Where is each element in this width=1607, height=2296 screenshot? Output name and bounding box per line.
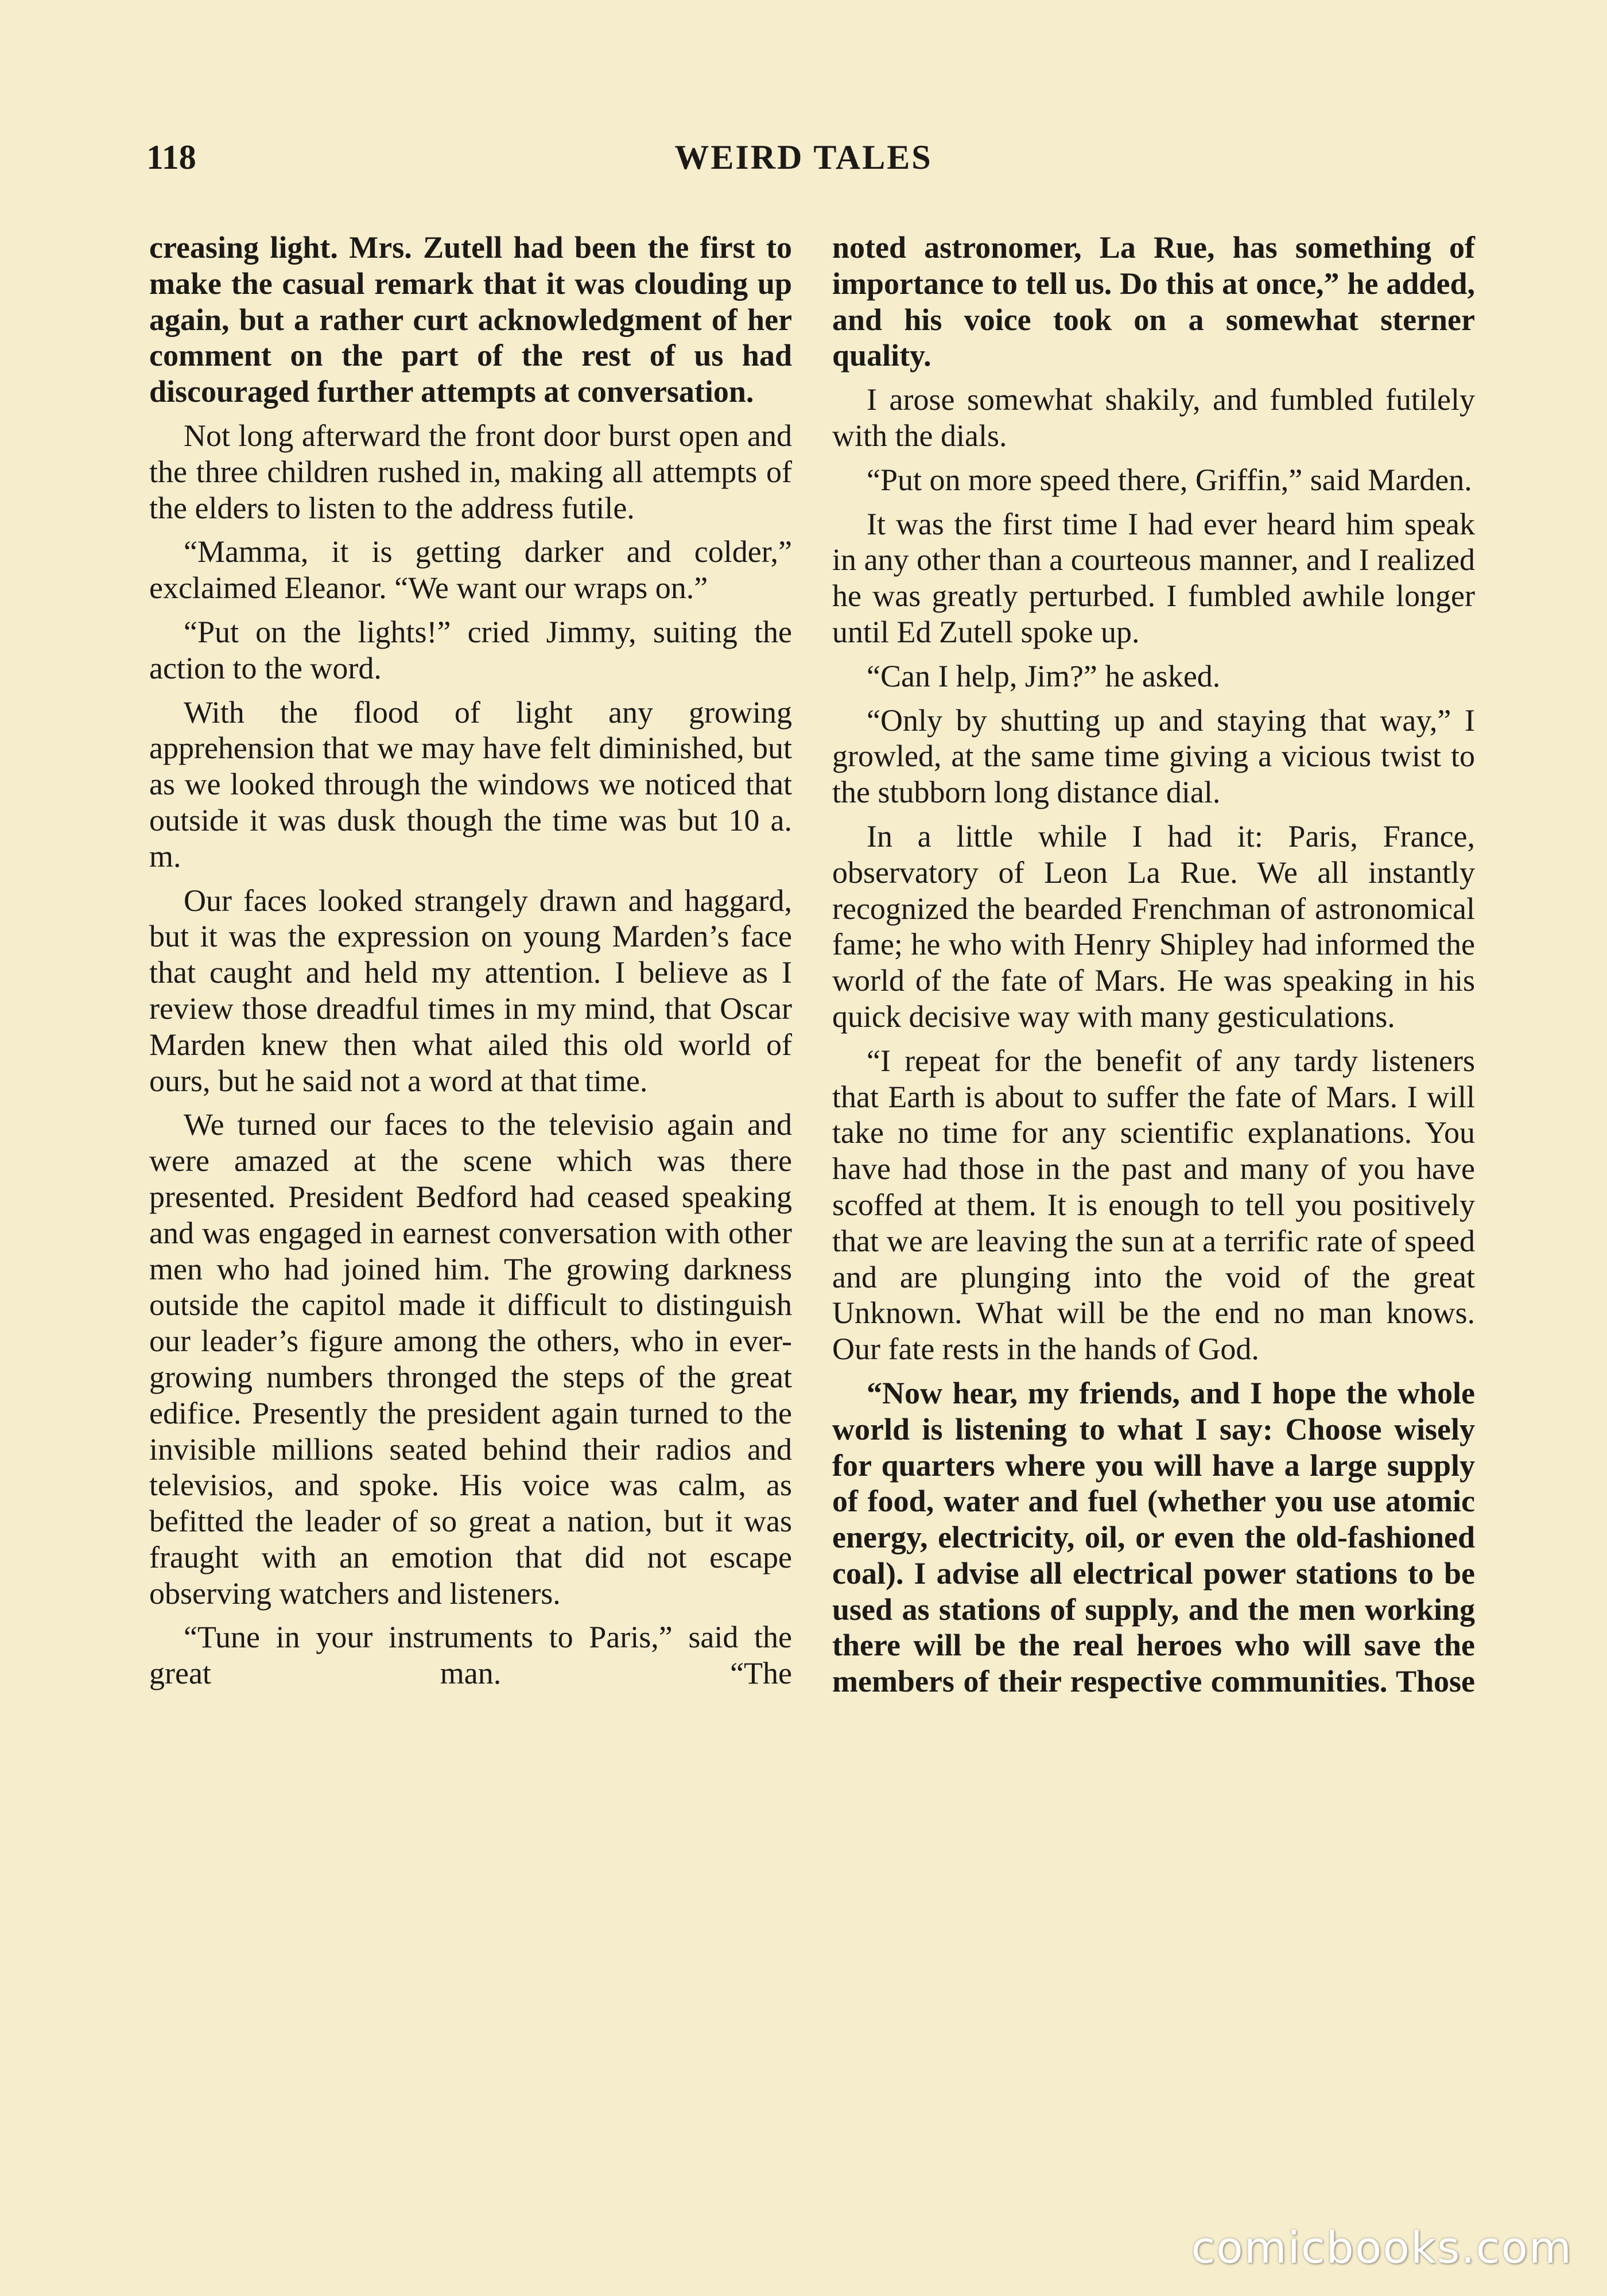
- paragraph: “Put on the lights!” cried Jimmy, suiting the action to the word.: [149, 614, 792, 685]
- page-header: [146, 138, 1461, 189]
- paragraph: “Tune in your instruments to Paris,” said the great man. “The: [149, 1620, 792, 1691]
- paragraph: Our faces looked strangely drawn and haggard, but it was the expression on young Marden’s face that caught and held my attention. I believe as I review those dreadful times in my mind, that Oscar Marden knew then what ailed this old world of ours, but he said not a word at that time.: [149, 883, 792, 1098]
- paragraph: I arose somewhat shakily, and fumbled futilely with the dials.: [832, 382, 1475, 453]
- paragraph: “Now hear, my friends, and I hope the whole world is listening to what I say: Choose wisely for quarters where you will have a large supply of food, water and fuel (whether you use atomic energy, electricity, oil, or even the old-fashioned coal). I advise all electrical power stations to be used as stations of supply, and the men working there will be the real heroes who will save the members of their respective communities. Those: [832, 1375, 1475, 1699]
- paragraph: “Can I help, Jim?” he asked.: [867, 658, 1221, 693]
- paragraph: creasing light. Mrs. Zutell had been the first to make the casual remark that it was clouding up again, but a rather curt acknowledgment of her comment on the part of the rest of us had discouraged further attempts at conversation.: [149, 230, 792, 409]
- left-column: [149, 230, 792, 1700]
- paragraph: We turned our faces to the televisio again and were amazed at the scene which was there presented. President Bedford had ceased speaking and was engaged in earnest conversation with other men who had joined him. The growing darkness outside the capitol made it difficult to distinguish our leader’s figure among the others, who in ever-growing numbers thronged the steps of the great edifice. Presently the president again turned to the invisible millions seated behind their radios and televisios, and spoke. His voice was calm, as befitted the leader of so great a nation, but it was fraught with an emotion that did not escape observing watchers and listeners.: [149, 1107, 792, 1611]
- page-number: 118: [146, 138, 196, 176]
- right-column: [832, 230, 1475, 1708]
- paragraph: “Only by shutting up and staying that way,” I growled, at the same time giving a vicious twist to the stubborn long distance dial.: [832, 703, 1475, 810]
- paragraph: Not long afterward the front door burst open and the three children rushed in, making all attempts of the elders to listen to the address futile.: [149, 418, 792, 525]
- paragraph: noted astronomer, La Rue, has something of importance to tell us. Do this at once,” he added, and his voice took on a somewhat sterner quality.: [832, 230, 1475, 373]
- site-watermark: comicbooks.com: [1191, 2222, 1573, 2273]
- paragraph: It was the first time I had ever heard him speak in any other than a courteous manner, and I realized he was greatly perturbed. I fumbled awhile longer until Ed Zutell spoke up.: [832, 506, 1475, 649]
- paragraph: “Put on more speed there, Griffin,” said Marden.: [867, 462, 1472, 497]
- running-head: WEIRD TALES: [674, 138, 933, 176]
- paragraph: “I repeat for the benefit of any tardy listeners that Earth is about to suffer the fate of Mars. I will take no time for any scientific explanations. You have had those in the past and many of you have scoffed at them. It is enough to tell you positively that we are leaving the sun at a terrific rate of speed and are plunging into the void of the great Unknown. What will be the end no man knows. Our fate rests in the hands of God.: [832, 1043, 1475, 1367]
- paragraph: With the flood of light any growing apprehension that we may have felt diminished, but as we looked through the windows we noticed that outside it was dusk though the time was but 10 a. m.: [149, 695, 792, 874]
- paragraph: In a little while I had it: Paris, France, observatory of Leon La Rue. We all instantly recognized the bearded Frenchman of astronomical fame; he who with Henry Shipley had informed the world of the fate of Mars. He was speaking in his quick decisive way with many gesticulations.: [832, 819, 1475, 1034]
- paragraph: “Mamma, it is getting darker and colder,” exclaimed Eleanor. “We want our wraps on.”: [149, 534, 792, 606]
